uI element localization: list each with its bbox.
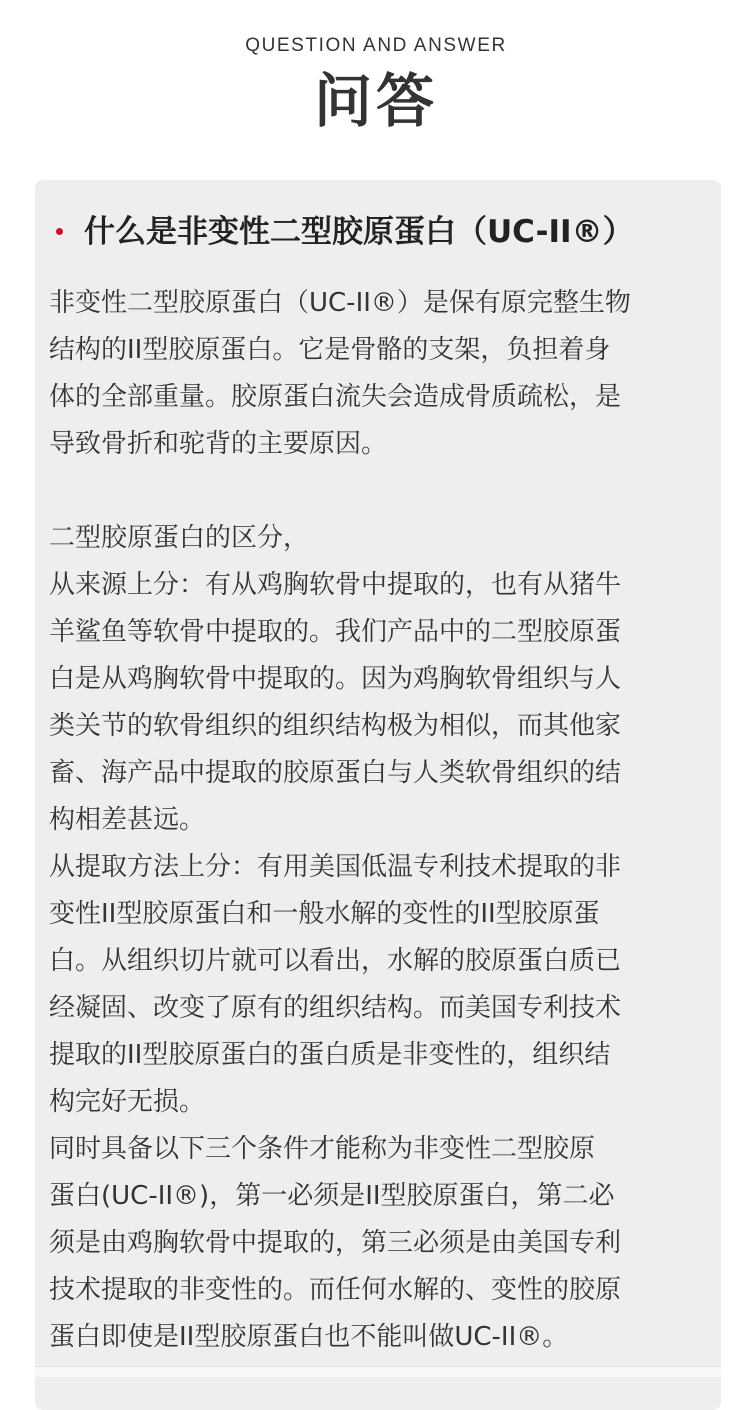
qa-card: [35, 180, 721, 1410]
page-header: [0, 0, 752, 170]
answer-line: 蛋白(UC-II®)，第一必须是II型胶原蛋白，第二必: [49, 1181, 615, 1211]
answer-line: 畜、海产品中提取的胶原蛋白与人类软骨组织的结: [49, 758, 622, 788]
answer-line: 经凝固、改变了原有的组织结构。而美国专利技术: [49, 993, 622, 1023]
answer-line: 类关节的软骨组织的组织结构极为相似，而其他家: [49, 711, 622, 741]
answer-line: 白是从鸡胸软骨中提取的。因为鸡胸软骨组织与人: [49, 664, 622, 694]
section-subtitle: QUESTION AND ANSWER: [245, 35, 507, 56]
answer-line: 非变性二型胶原蛋白（UC-II®）是保有原完整生物: [49, 288, 631, 318]
answer-line: 羊鲨鱼等软骨中提取的。我们产品中的二型胶原蛋: [49, 617, 622, 647]
answer-line: 从来源上分：有从鸡胸软骨中提取的，也有从猪牛: [49, 570, 622, 600]
answer-line: 构完好无损。: [49, 1087, 206, 1117]
answer-line: 提取的II型胶原蛋白的蛋白质是非变性的，组织结: [49, 1040, 611, 1070]
answer-line: 同时具备以下三个条件才能称为非变性二型胶原: [49, 1134, 596, 1164]
question-title: 什么是非变性二型胶原蛋白（UC-II®）: [84, 214, 634, 250]
answer-text: [49, 280, 719, 1361]
answer-line: 构相差甚远。: [49, 805, 206, 835]
answer-line: 结构的II型胶原蛋白。它是骨骼的支架，负担着身: [49, 335, 611, 365]
answer-line: 蛋白即使是II型胶原蛋白也不能叫做UC-II®。: [49, 1322, 569, 1352]
card-bottom-divider: [35, 1366, 721, 1377]
answer-line: 从提取方法上分：有用美国低温专利技术提取的非: [49, 852, 622, 882]
bullet-dot-icon: [56, 228, 63, 235]
answer-line: 技术提取的非变性的。而任何水解的、变性的胶原: [49, 1275, 622, 1305]
answer-line: 须是由鸡胸软骨中提取的，第三必须是由美国专利: [49, 1228, 622, 1258]
answer-line: 体的全部重量。胶原蛋白流失会造成骨质疏松，是: [49, 382, 622, 412]
page-title: 问答: [313, 67, 438, 135]
answer-blank-line: [49, 468, 719, 515]
answer-line: 白。从组织切片就可以看出，水解的胶原蛋白质已: [49, 946, 622, 976]
answer-line: 二型胶原蛋白的区分，: [49, 523, 310, 553]
answer-line: 导致骨折和驼背的主要原因。: [49, 429, 388, 459]
answer-line: 变性II型胶原蛋白和一般水解的变性的II型胶原蛋: [49, 899, 600, 929]
